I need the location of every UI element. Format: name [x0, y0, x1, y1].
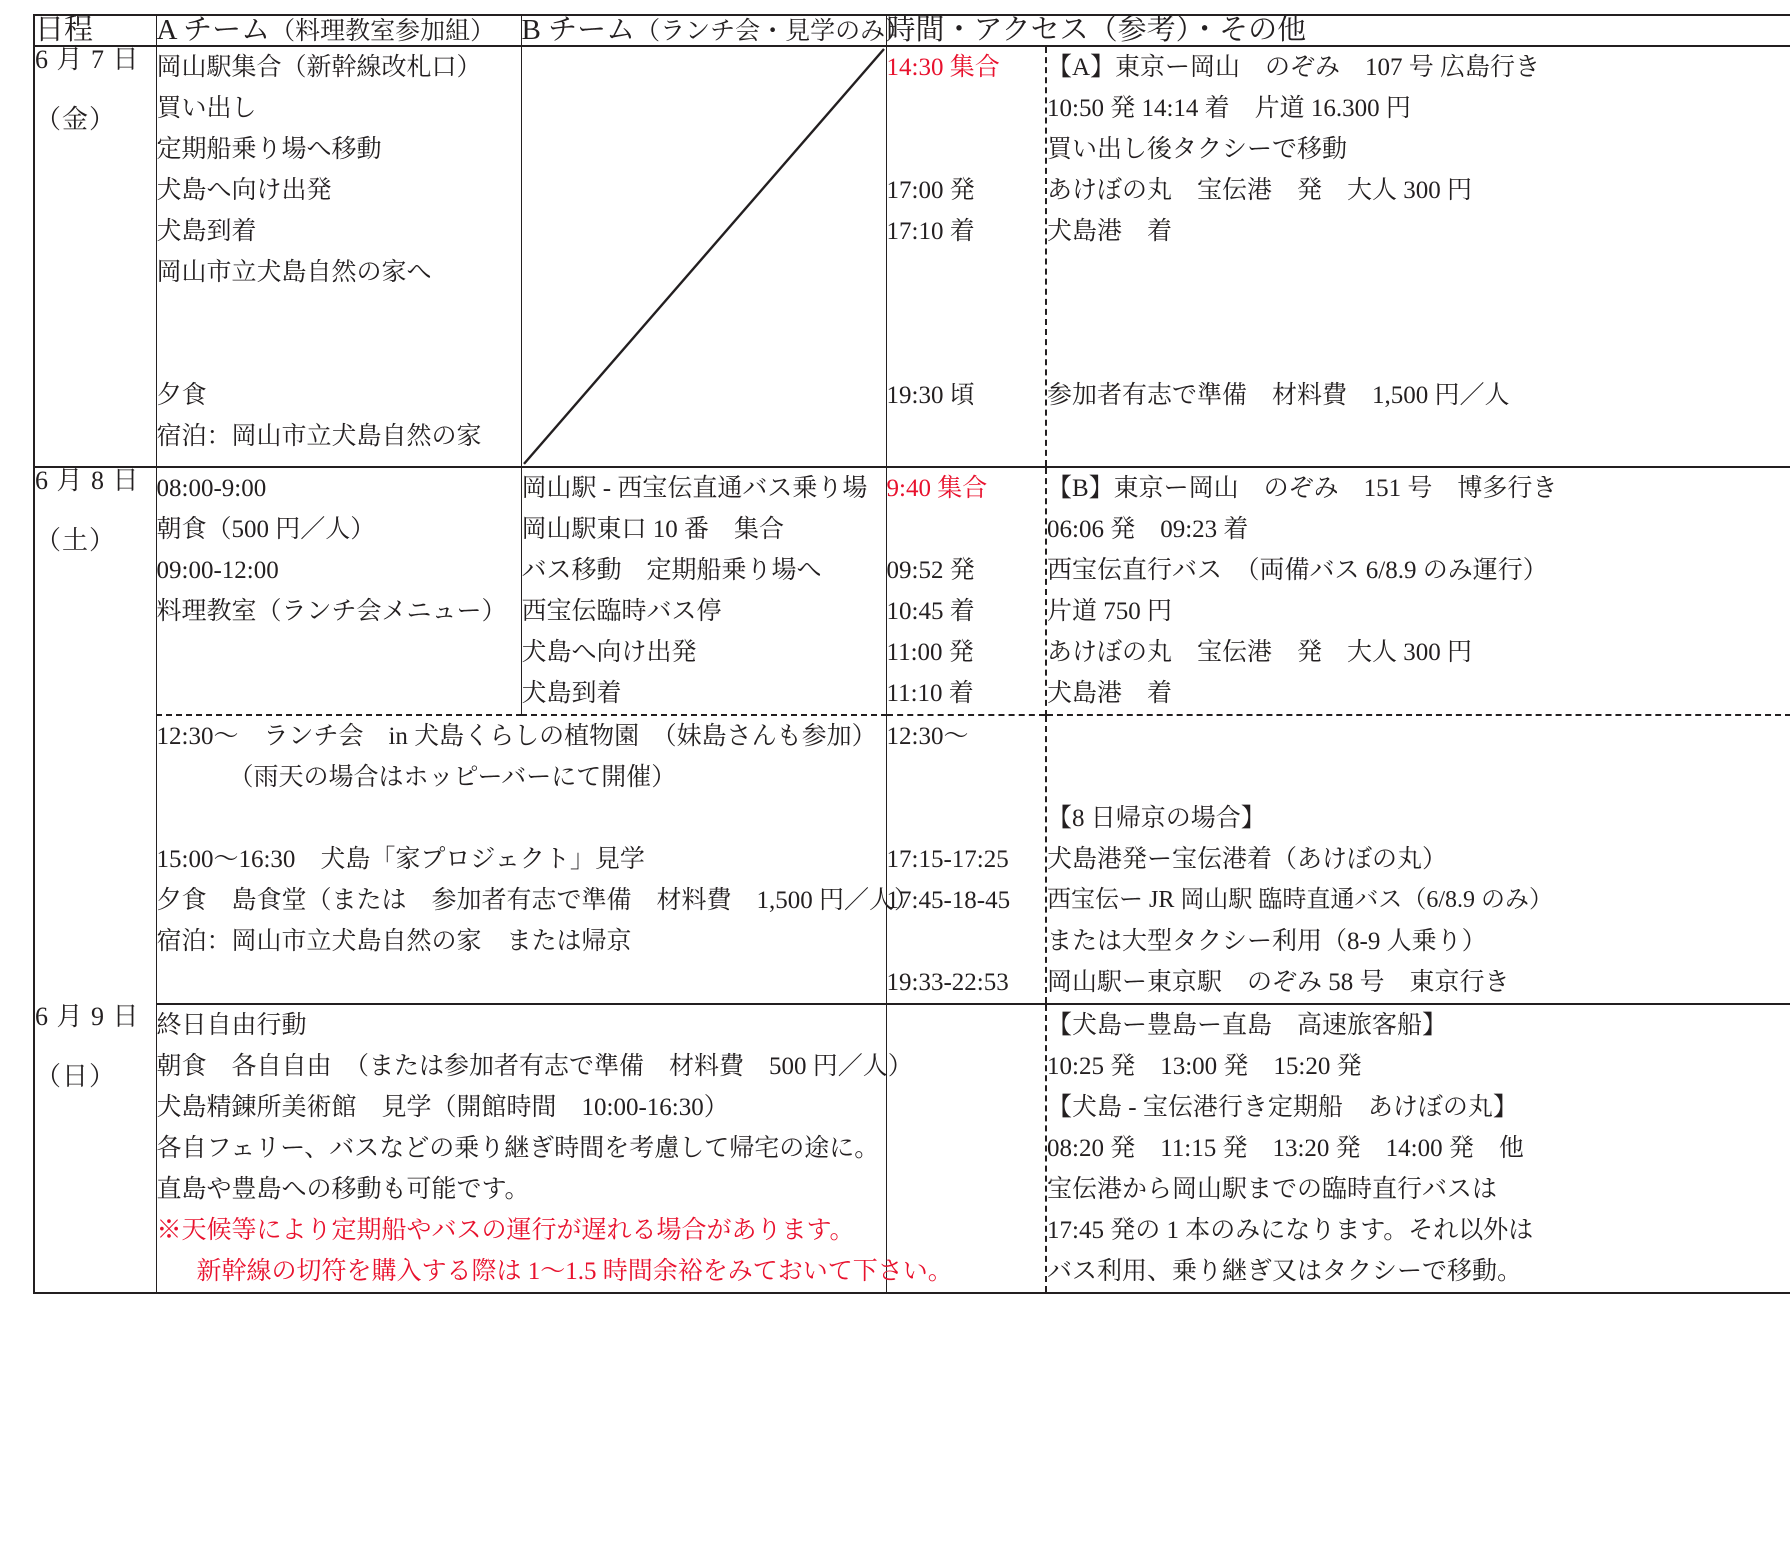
- activity-spacer: [157, 632, 521, 673]
- time-spacer: [887, 129, 1046, 170]
- time-line: 14:30 集合: [886, 54, 1000, 81]
- header-other: [886, 15, 1790, 46]
- time-line: 19:30 頃: [886, 382, 975, 409]
- time-line: 17:10 着: [886, 218, 975, 245]
- access-line: 片道 750 円: [1047, 597, 1173, 625]
- time-spacer: [887, 1005, 1046, 1046]
- header-date-label: 日程: [35, 14, 94, 46]
- cell-team-a-june7: [156, 46, 521, 467]
- time-line: 12:30〜: [886, 722, 969, 750]
- time-spacer: [887, 88, 1046, 129]
- activity-spacer: [157, 673, 521, 714]
- activity-line: 直島や豊島への移動も可能です。: [156, 1175, 530, 1203]
- activity-line: 岡山駅 - 西宝伝直通バス乗り場: [521, 474, 868, 502]
- activity-line: 夕食 島食堂（または 参加者有志で準備 材料費 1,500 円／人）: [156, 886, 920, 914]
- access-line: 岡山駅ー東京駅 のぞみ 58 号 東京行き: [1047, 968, 1510, 996]
- activity-line: 12:30〜 ランチ会 in 犬島くらしの植物園 （妹島さんも参加）: [156, 722, 877, 750]
- activity-spacer: [157, 334, 521, 375]
- table-row-june9: [34, 1004, 1790, 1293]
- access-line: 西宝伝直行バス （両備バス 6/8.9 のみ運行）: [1047, 556, 1548, 584]
- itinerary-table: [33, 14, 1790, 1294]
- time-line: 11:00 発: [886, 638, 974, 666]
- header-team-b-main: B チーム: [521, 14, 636, 46]
- access-line: 犬島港発ー宝伝港着（あけぼの丸）: [1047, 845, 1448, 873]
- activity-line: 終日自由行動: [156, 1011, 307, 1039]
- cell-team-a-june8: [156, 467, 521, 715]
- date-line1: 6 月 8 日: [35, 465, 140, 495]
- activity-line: 夕食: [156, 382, 207, 409]
- access-line: 【犬島 - 宝伝港行き定期船 あけぼの丸】: [1047, 1093, 1518, 1121]
- activity-line: 定期船乗り場へ移動: [156, 136, 382, 163]
- diagonal-slash-icon: [522, 47, 886, 466]
- access-line: 10:25 発 13:00 発 15:20 発: [1047, 1052, 1362, 1080]
- date-cell-june8: [34, 467, 156, 1004]
- header-team-a-sub: （料理教室参加組）: [270, 18, 496, 45]
- time-spacer: [887, 293, 1046, 334]
- access-line: 08:20 発 11:15 発 13:20 発 14:00 発 他: [1047, 1134, 1524, 1162]
- time-spacer: [887, 757, 1046, 798]
- cell-access-june9: [1046, 1004, 1790, 1293]
- warning-line: ※天候等により定期船やバスの運行が遅れる場合があります。: [156, 1216, 855, 1244]
- header-team-a: [156, 15, 521, 46]
- cell-times-june8-upper: [886, 467, 1046, 715]
- cell-times-june9-empty: [886, 1004, 1046, 1293]
- activity-line: 犬島到着: [521, 679, 622, 707]
- activity-line: バス移動 定期船乗り場へ: [521, 556, 822, 584]
- activity-line: 犬島へ向け出発: [521, 638, 697, 666]
- activity-line: 犬島精錬所美術館 見学（開館時間 10:00-16:30）: [156, 1093, 729, 1121]
- cell-merged-june8: [156, 715, 920, 1004]
- header-team-b-sub: （ランチ会・見学のみ）: [635, 18, 911, 45]
- time-spacer: [887, 252, 1046, 293]
- date-line2: （金）: [35, 105, 117, 134]
- cell-access-june8-lower: [1046, 715, 1790, 1004]
- access-line: あけぼの丸 宝伝港 発 大人 300 円: [1047, 638, 1473, 666]
- access-spacer: [1047, 252, 1790, 293]
- cell-team-b-june7-empty: [521, 46, 886, 467]
- activity-line: 宿泊：岡山市立犬島自然の家: [156, 423, 482, 450]
- activity-line: 岡山駅東口 10 番 集合: [521, 515, 785, 543]
- table-row-june8-lower: [34, 715, 1790, 1004]
- activity-line: 犬島到着: [156, 218, 257, 245]
- time-line: 09:52 発: [886, 556, 975, 584]
- access-line: 10:50 発 14:14 着 片道 16.300 円: [1047, 95, 1411, 122]
- date-line1: 6 月 9 日: [35, 1001, 140, 1031]
- activity-spacer: [157, 798, 886, 839]
- time-line: 11:10 着: [886, 679, 974, 707]
- table-row-june8-upper: [34, 467, 1790, 715]
- time-line: 9:40 集合: [886, 474, 988, 502]
- header-other-label: 時間・アクセス（参考）・その他: [886, 14, 1307, 46]
- activity-line: 08:00-9:00: [156, 474, 267, 502]
- cell-access-june8-upper: [1046, 467, 1790, 715]
- time-line: 17:00 発: [886, 177, 975, 204]
- activity-line: 犬島へ向け出発: [156, 177, 332, 204]
- date-line2: （日）: [35, 1061, 117, 1091]
- access-line: 17:45 発の 1 本のみになります。それ以外は: [1047, 1216, 1534, 1244]
- access-line: または大型タクシー利用（8-9 人乗り）: [1047, 927, 1487, 955]
- time-spacer: [887, 509, 1046, 550]
- header-team-b: [521, 14, 911, 46]
- access-line: 【犬島ー豊島ー直島 高速旅客船】: [1047, 1011, 1448, 1039]
- date-cell-june9: [34, 1001, 156, 1293]
- time-spacer: [887, 798, 1046, 839]
- access-spacer: [1047, 757, 1790, 798]
- date-cell-june7: [34, 46, 156, 467]
- table-header-row: [34, 15, 1790, 46]
- access-line: 犬島港 着: [1047, 679, 1173, 707]
- access-line: 買い出し後タクシーで移動: [1047, 136, 1348, 163]
- time-line: 10:45 着: [886, 597, 975, 625]
- cell-times-june7: [886, 46, 1046, 467]
- cell-access-june7: [1046, 46, 1790, 467]
- time-spacer: [887, 921, 1046, 962]
- access-line: あけぼの丸 宝伝港 発 大人 300 円: [1047, 177, 1473, 204]
- activity-line: 岡山市立犬島自然の家へ: [156, 259, 432, 286]
- access-line: 【B】東京ー岡山 のぞみ 151 号 博多行き: [1047, 474, 1558, 502]
- header-date: [34, 15, 156, 46]
- activity-spacer: [157, 293, 521, 334]
- cell-team-a-june9: [156, 1004, 953, 1293]
- activity-line: 料理教室（ランチ会メニュー）: [156, 597, 507, 625]
- header-team-a-main: A チーム: [156, 14, 271, 46]
- activity-line: 15:00〜16:30 犬島「家プロジェクト」見学: [156, 845, 645, 873]
- access-line: 宝伝港から岡山駅までの臨時直行バスは: [1047, 1175, 1498, 1203]
- access-spacer: [1047, 293, 1790, 334]
- access-line: バス利用、乗り継ぎ又はタクシーで移動。: [1047, 1257, 1523, 1285]
- access-line: 西宝伝ー JR 岡山駅 臨時直通バス（6/8.9 のみ）: [1047, 886, 1554, 913]
- cell-times-june8-lower: [886, 715, 1046, 1004]
- time-line: 17:15-17:25: [886, 845, 1009, 873]
- cell-team-b-june8: [521, 467, 886, 715]
- time-line: 19:33-22:53: [886, 968, 1009, 996]
- time-spacer: [887, 334, 1046, 375]
- activity-line: 各自フェリー、バスなどの乗り継ぎ時間を考慮して帰宅の途に。: [156, 1134, 880, 1162]
- access-line: 参加者有志で準備 材料費 1,500 円／人: [1047, 382, 1510, 409]
- activity-line: 朝食 各自自由 （または参加者有志で準備 材料費 500 円／人）: [156, 1052, 913, 1080]
- access-line: 【A】東京ー岡山 のぞみ 107 号 広島行き: [1047, 54, 1541, 81]
- table-row-june7: [34, 46, 1790, 467]
- warning-line: 新幹線の切符を購入する際は 1〜1.5 時間余裕をみておいて下さい。: [196, 1257, 953, 1285]
- access-line: 06:06 発 09:23 着: [1047, 515, 1249, 543]
- access-line: 【8 日帰京の場合】: [1047, 804, 1266, 832]
- activity-line: 岡山駅集合（新幹線改札口）: [156, 54, 482, 81]
- activity-line: 西宝伝臨時バス停: [521, 597, 722, 625]
- activity-line: 宿泊：岡山市立犬島自然の家 または帰京: [156, 927, 632, 955]
- time-line: 17:45-18-45: [886, 886, 1011, 914]
- access-line: 犬島港 着: [1047, 218, 1173, 245]
- activity-line: 買い出し: [156, 95, 257, 122]
- activity-line: 朝食（500 円／人）: [156, 515, 376, 543]
- date-line1: 6 月 7 日: [35, 45, 140, 74]
- activity-line: 09:00-12:00: [156, 556, 279, 584]
- access-spacer: [1047, 716, 1790, 757]
- activity-line: （雨天の場合はホッピーバーにて開催）: [228, 763, 677, 791]
- date-line2: （土）: [35, 525, 117, 555]
- access-spacer: [1047, 334, 1790, 375]
